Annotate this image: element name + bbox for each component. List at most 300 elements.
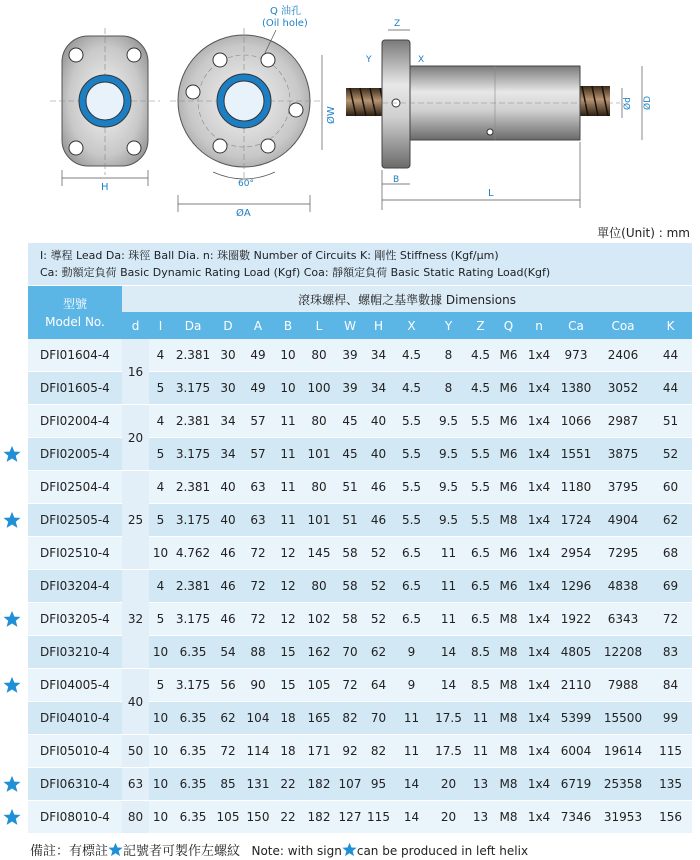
cell-l: 80 bbox=[302, 339, 336, 372]
table-row bbox=[28, 339, 692, 372]
note-en-suffix: can be produced in left helix bbox=[356, 844, 529, 858]
cell-q: M8 bbox=[494, 603, 523, 636]
cell-coa: 2987 bbox=[597, 405, 649, 438]
column-header-h: H bbox=[364, 312, 393, 339]
model-cell: DFI05010-4 bbox=[28, 735, 122, 768]
column-header-y: Y bbox=[430, 312, 467, 339]
cell-d: 62 bbox=[214, 702, 242, 735]
cell-n: 1x4 bbox=[523, 702, 555, 735]
cell-n: 1x4 bbox=[523, 735, 555, 768]
cell-i: 5 bbox=[149, 603, 172, 636]
cell-i: 5 bbox=[149, 372, 172, 405]
spec-table-body bbox=[28, 339, 692, 834]
cell-i: 4 bbox=[149, 570, 172, 603]
cell-q: M6 bbox=[494, 537, 523, 570]
d-cell: 16 bbox=[122, 339, 149, 405]
ball-nut-side-view bbox=[346, 19, 653, 210]
cell-x: 5.5 bbox=[393, 504, 430, 537]
cell-ca: 6004 bbox=[555, 735, 597, 768]
left-helix-star-icon bbox=[3, 511, 21, 529]
d-cell: 80 bbox=[122, 801, 149, 834]
dim-60-label: 60° bbox=[238, 179, 254, 189]
cell-i: 4 bbox=[149, 471, 172, 504]
column-header-l: L bbox=[302, 312, 336, 339]
cell-x: 14 bbox=[393, 801, 430, 834]
cell-n: 1x4 bbox=[523, 339, 555, 372]
cell-z: 8.5 bbox=[467, 636, 494, 669]
note-cn-suffix: 記號者可製作左螺紋 bbox=[123, 844, 241, 859]
column-header-a: A bbox=[242, 312, 274, 339]
note-cn-prefix: 備註：有標註 bbox=[30, 844, 109, 859]
cell-k: 84 bbox=[649, 669, 692, 702]
model-cell: DFI08010-4 bbox=[28, 801, 122, 834]
cell-x: 11 bbox=[393, 735, 430, 768]
cell-h: 40 bbox=[364, 438, 393, 471]
model-cell: DFI01604-4 bbox=[28, 339, 122, 372]
cell-ca: 1380 bbox=[555, 372, 597, 405]
column-header-k: K bbox=[649, 312, 692, 339]
cell-q: M6 bbox=[494, 405, 523, 438]
column-header-coa: Coa bbox=[597, 312, 649, 339]
cell-d: 46 bbox=[214, 570, 242, 603]
cell-z: 13 bbox=[467, 768, 494, 801]
cell-k: 68 bbox=[649, 537, 692, 570]
cell-y: 8 bbox=[430, 339, 467, 372]
model-cell: DFI02504-4 bbox=[28, 471, 122, 504]
dim-x-label: X bbox=[418, 55, 425, 65]
cell-w: 39 bbox=[336, 339, 364, 372]
model-cell: DFI02004-4 bbox=[28, 405, 122, 438]
cell-a: 131 bbox=[242, 768, 274, 801]
cell-y: 14 bbox=[430, 636, 467, 669]
cell-a: 150 bbox=[242, 801, 274, 834]
cell-ca: 7346 bbox=[555, 801, 597, 834]
cell-h: 52 bbox=[364, 537, 393, 570]
d-cell: 25 bbox=[122, 471, 149, 570]
cell-ca: 4805 bbox=[555, 636, 597, 669]
cell-w: 107 bbox=[336, 768, 364, 801]
cell-x: 6.5 bbox=[393, 537, 430, 570]
cell-k: 135 bbox=[649, 768, 692, 801]
cell-l: 105 bbox=[302, 669, 336, 702]
cell-x: 9 bbox=[393, 669, 430, 702]
cell-w: 51 bbox=[336, 504, 364, 537]
cell-coa: 4904 bbox=[597, 504, 649, 537]
cell-a: 57 bbox=[242, 405, 274, 438]
cell-y: 11 bbox=[430, 603, 467, 636]
cell-h: 52 bbox=[364, 603, 393, 636]
cell-h: 62 bbox=[364, 636, 393, 669]
cell-z: 5.5 bbox=[467, 504, 494, 537]
d-cell: 50 bbox=[122, 735, 149, 768]
column-header-b: B bbox=[274, 312, 302, 339]
cell-x: 5.5 bbox=[393, 405, 430, 438]
cell-l: 80 bbox=[302, 405, 336, 438]
star-icon bbox=[108, 842, 123, 857]
cell-l: 182 bbox=[302, 768, 336, 801]
cell-b: 10 bbox=[274, 339, 302, 372]
dim-z-label: Z bbox=[394, 19, 401, 29]
legend-line-2: Ca: 動額定負荷 Basic Dynamic Rating Load (Kgf) Coa: 靜額定負荷 Basic Static Rating Load(Kgf) bbox=[40, 266, 551, 279]
cell-n: 1x4 bbox=[523, 603, 555, 636]
cell-h: 34 bbox=[364, 339, 393, 372]
legend-box bbox=[28, 243, 692, 285]
star-icon bbox=[342, 842, 357, 857]
cell-ca: 2110 bbox=[555, 669, 597, 702]
cell-z: 5.5 bbox=[467, 405, 494, 438]
dim-D-label: ØD bbox=[643, 95, 653, 110]
column-header-row bbox=[28, 312, 692, 339]
left-helix-star-icon bbox=[3, 775, 21, 793]
cell-q: M8 bbox=[494, 768, 523, 801]
table-row bbox=[28, 405, 692, 438]
cell-a: 72 bbox=[242, 570, 274, 603]
dim-h-label: H bbox=[101, 182, 109, 193]
cell-k: 156 bbox=[649, 801, 692, 834]
cell-y: 20 bbox=[430, 768, 467, 801]
cell-k: 52 bbox=[649, 438, 692, 471]
cell-i: 10 bbox=[149, 801, 172, 834]
table-row bbox=[28, 471, 692, 504]
cell-x: 6.5 bbox=[393, 570, 430, 603]
model-header bbox=[28, 286, 122, 339]
cell-da: 6.35 bbox=[172, 702, 214, 735]
cell-coa: 3795 bbox=[597, 471, 649, 504]
cell-y: 17.5 bbox=[430, 735, 467, 768]
cell-y: 11 bbox=[430, 537, 467, 570]
cell-b: 12 bbox=[274, 570, 302, 603]
cell-h: 40 bbox=[364, 405, 393, 438]
column-header-w: W bbox=[336, 312, 364, 339]
cell-w: 127 bbox=[336, 801, 364, 834]
cell-ca: 2954 bbox=[555, 537, 597, 570]
footnote bbox=[30, 840, 528, 859]
cell-l: 80 bbox=[302, 471, 336, 504]
cell-k: 62 bbox=[649, 504, 692, 537]
cell-ca: 5399 bbox=[555, 702, 597, 735]
cell-a: 63 bbox=[242, 504, 274, 537]
left-helix-star-icon bbox=[3, 445, 21, 463]
cell-h: 70 bbox=[364, 702, 393, 735]
legend-line-1: I: 導程 Lead Da: 珠徑 Ball Dia. n: 珠圈數 Number of Circuits K: 剛性 Stiffness (Kgf/μm) bbox=[40, 249, 499, 262]
cell-z: 4.5 bbox=[467, 339, 494, 372]
cell-h: 115 bbox=[364, 801, 393, 834]
cell-da: 6.35 bbox=[172, 801, 214, 834]
cell-q: M8 bbox=[494, 801, 523, 834]
cell-q: M6 bbox=[494, 339, 523, 372]
cell-a: 49 bbox=[242, 339, 274, 372]
cell-w: 45 bbox=[336, 438, 364, 471]
cell-ca: 1180 bbox=[555, 471, 597, 504]
cell-k: 44 bbox=[649, 372, 692, 405]
model-header-en: Model No. bbox=[45, 314, 105, 329]
cell-da: 6.35 bbox=[172, 735, 214, 768]
cell-d: 54 bbox=[214, 636, 242, 669]
cell-y: 20 bbox=[430, 801, 467, 834]
cell-coa: 7988 bbox=[597, 669, 649, 702]
column-header-i: I bbox=[149, 312, 172, 339]
column-header-d: d bbox=[122, 312, 149, 339]
cell-da: 2.381 bbox=[172, 471, 214, 504]
cell-z: 8.5 bbox=[467, 669, 494, 702]
cell-coa: 31953 bbox=[597, 801, 649, 834]
cell-b: 12 bbox=[274, 537, 302, 570]
dim-b-label: B bbox=[393, 175, 400, 185]
cell-w: 45 bbox=[336, 405, 364, 438]
cell-q: M8 bbox=[494, 669, 523, 702]
cell-x: 6.5 bbox=[393, 603, 430, 636]
cell-z: 5.5 bbox=[467, 471, 494, 504]
cell-n: 1x4 bbox=[523, 801, 555, 834]
cell-da: 6.35 bbox=[172, 768, 214, 801]
cell-q: M8 bbox=[494, 504, 523, 537]
cell-w: 51 bbox=[336, 471, 364, 504]
dim-l-label: L bbox=[488, 188, 494, 199]
cell-i: 4 bbox=[149, 405, 172, 438]
cell-q: M8 bbox=[494, 636, 523, 669]
cell-w: 92 bbox=[336, 735, 364, 768]
dim-w-label: ØW bbox=[326, 106, 337, 124]
cell-ca: 973 bbox=[555, 339, 597, 372]
cell-i: 10 bbox=[149, 735, 172, 768]
cell-n: 1x4 bbox=[523, 669, 555, 702]
table-row bbox=[28, 735, 692, 768]
cell-x: 14 bbox=[393, 768, 430, 801]
cell-h: 82 bbox=[364, 735, 393, 768]
cell-i: 10 bbox=[149, 636, 172, 669]
cell-n: 1x4 bbox=[523, 504, 555, 537]
cell-d: 30 bbox=[214, 372, 242, 405]
cell-d: 34 bbox=[214, 438, 242, 471]
cell-x: 11 bbox=[393, 702, 430, 735]
flange-front-view-trimmed bbox=[50, 28, 160, 193]
cell-x: 5.5 bbox=[393, 471, 430, 504]
model-cell: DFI02510-4 bbox=[28, 537, 122, 570]
cell-da: 3.175 bbox=[172, 504, 214, 537]
cell-da: 2.381 bbox=[172, 405, 214, 438]
cell-b: 18 bbox=[274, 735, 302, 768]
cell-ca: 1551 bbox=[555, 438, 597, 471]
cell-h: 95 bbox=[364, 768, 393, 801]
cell-z: 5.5 bbox=[467, 438, 494, 471]
cell-coa: 12208 bbox=[597, 636, 649, 669]
cell-ca: 1724 bbox=[555, 504, 597, 537]
table-row bbox=[28, 801, 692, 834]
cell-a: 114 bbox=[242, 735, 274, 768]
cell-l: 162 bbox=[302, 636, 336, 669]
cell-b: 11 bbox=[274, 471, 302, 504]
oil-hole-label-en: (Oil hole) bbox=[262, 18, 308, 29]
cell-ca: 6719 bbox=[555, 768, 597, 801]
cell-coa: 15500 bbox=[597, 702, 649, 735]
model-cell: DFI02505-4 bbox=[28, 504, 122, 537]
cell-w: 82 bbox=[336, 702, 364, 735]
column-header-z: Z bbox=[467, 312, 494, 339]
cell-n: 1x4 bbox=[523, 405, 555, 438]
cell-l: 101 bbox=[302, 438, 336, 471]
dim-d-label: Ød bbox=[623, 97, 633, 110]
cell-h: 46 bbox=[364, 504, 393, 537]
cell-z: 11 bbox=[467, 735, 494, 768]
cell-l: 171 bbox=[302, 735, 336, 768]
cell-x: 9 bbox=[393, 636, 430, 669]
d-cell: 20 bbox=[122, 405, 149, 471]
cell-y: 9.5 bbox=[430, 471, 467, 504]
cell-a: 49 bbox=[242, 372, 274, 405]
cell-l: 100 bbox=[302, 372, 336, 405]
cell-z: 11 bbox=[467, 702, 494, 735]
cell-b: 22 bbox=[274, 768, 302, 801]
cell-d: 72 bbox=[214, 735, 242, 768]
cell-b: 11 bbox=[274, 504, 302, 537]
cell-ca: 1066 bbox=[555, 405, 597, 438]
cell-l: 182 bbox=[302, 801, 336, 834]
cell-a: 104 bbox=[242, 702, 274, 735]
cell-da: 3.175 bbox=[172, 603, 214, 636]
cell-a: 72 bbox=[242, 603, 274, 636]
cell-z: 6.5 bbox=[467, 603, 494, 636]
cell-b: 22 bbox=[274, 801, 302, 834]
column-header-q: Q bbox=[494, 312, 523, 339]
cell-coa: 4838 bbox=[597, 570, 649, 603]
cell-y: 9.5 bbox=[430, 438, 467, 471]
cell-h: 34 bbox=[364, 372, 393, 405]
cell-w: 39 bbox=[336, 372, 364, 405]
cell-k: 83 bbox=[649, 636, 692, 669]
cell-d: 46 bbox=[214, 537, 242, 570]
cell-k: 69 bbox=[649, 570, 692, 603]
cell-ca: 1922 bbox=[555, 603, 597, 636]
cell-n: 1x4 bbox=[523, 636, 555, 669]
cell-q: M6 bbox=[494, 570, 523, 603]
technical-drawing bbox=[0, 0, 700, 222]
cell-i: 10 bbox=[149, 768, 172, 801]
oil-hole-label: Q 油孔 bbox=[270, 6, 302, 17]
d-cell: 40 bbox=[122, 669, 149, 735]
model-cell: DFI03210-4 bbox=[28, 636, 122, 669]
cell-w: 70 bbox=[336, 636, 364, 669]
unit-label: 單位(Unit) : mm bbox=[597, 226, 690, 240]
table-row bbox=[28, 669, 692, 702]
cell-y: 9.5 bbox=[430, 504, 467, 537]
model-header-cn: 型號 bbox=[62, 296, 87, 311]
left-helix-star-icon bbox=[3, 610, 21, 628]
cell-q: M6 bbox=[494, 372, 523, 405]
dim-y-label: Y bbox=[366, 55, 372, 65]
cell-w: 58 bbox=[336, 537, 364, 570]
table-row bbox=[28, 570, 692, 603]
cell-l: 165 bbox=[302, 702, 336, 735]
cell-k: 51 bbox=[649, 405, 692, 438]
cell-a: 88 bbox=[242, 636, 274, 669]
column-header-ca: Ca bbox=[555, 312, 597, 339]
cell-n: 1x4 bbox=[523, 570, 555, 603]
cell-q: M8 bbox=[494, 702, 523, 735]
cell-i: 5 bbox=[149, 669, 172, 702]
cell-y: 9.5 bbox=[430, 405, 467, 438]
note-en-prefix: Note: with sign bbox=[251, 844, 342, 858]
cell-z: 6.5 bbox=[467, 570, 494, 603]
cell-da: 2.381 bbox=[172, 570, 214, 603]
cell-d: 40 bbox=[214, 471, 242, 504]
model-cell: DFI04005-4 bbox=[28, 669, 122, 702]
model-cell: DFI06310-4 bbox=[28, 768, 122, 801]
cell-w: 72 bbox=[336, 669, 364, 702]
cell-n: 1x4 bbox=[523, 537, 555, 570]
cell-b: 11 bbox=[274, 405, 302, 438]
cell-l: 80 bbox=[302, 570, 336, 603]
column-header-da: Da bbox=[172, 312, 214, 339]
cell-k: 99 bbox=[649, 702, 692, 735]
cell-ca: 1296 bbox=[555, 570, 597, 603]
cell-w: 58 bbox=[336, 570, 364, 603]
cell-b: 15 bbox=[274, 669, 302, 702]
cell-z: 4.5 bbox=[467, 372, 494, 405]
flange-front-view-round bbox=[170, 4, 337, 219]
column-header-n: n bbox=[523, 312, 555, 339]
cell-l: 102 bbox=[302, 603, 336, 636]
cell-a: 57 bbox=[242, 438, 274, 471]
d-cell: 63 bbox=[122, 768, 149, 801]
cell-coa: 19614 bbox=[597, 735, 649, 768]
cell-a: 90 bbox=[242, 669, 274, 702]
cell-coa: 7295 bbox=[597, 537, 649, 570]
cell-q: M6 bbox=[494, 438, 523, 471]
cell-x: 5.5 bbox=[393, 438, 430, 471]
cell-a: 63 bbox=[242, 471, 274, 504]
cell-n: 1x4 bbox=[523, 471, 555, 504]
cell-coa: 25358 bbox=[597, 768, 649, 801]
dimensions-header: 滾珠螺桿、螺帽之基準數據 Dimensions bbox=[122, 286, 692, 312]
cell-y: 11 bbox=[430, 570, 467, 603]
cell-n: 1x4 bbox=[523, 438, 555, 471]
cell-y: 17.5 bbox=[430, 702, 467, 735]
cell-da: 4.762 bbox=[172, 537, 214, 570]
cell-i: 4 bbox=[149, 339, 172, 372]
cell-d: 105 bbox=[214, 801, 242, 834]
model-cell: DFI01605-4 bbox=[28, 372, 122, 405]
cell-d: 30 bbox=[214, 339, 242, 372]
cell-h: 64 bbox=[364, 669, 393, 702]
cell-x: 4.5 bbox=[393, 372, 430, 405]
cell-i: 10 bbox=[149, 702, 172, 735]
cell-a: 72 bbox=[242, 537, 274, 570]
model-cell: DFI03204-4 bbox=[28, 570, 122, 603]
cell-w: 58 bbox=[336, 603, 364, 636]
cell-d: 46 bbox=[214, 603, 242, 636]
left-helix-star-icon bbox=[3, 808, 21, 826]
model-cell: DFI02005-4 bbox=[28, 438, 122, 471]
table-row bbox=[28, 768, 692, 801]
left-helix-star-icon bbox=[3, 676, 21, 694]
cell-b: 18 bbox=[274, 702, 302, 735]
cell-i: 5 bbox=[149, 438, 172, 471]
cell-y: 8 bbox=[430, 372, 467, 405]
d-cell: 32 bbox=[122, 570, 149, 669]
cell-da: 2.381 bbox=[172, 339, 214, 372]
cell-b: 15 bbox=[274, 636, 302, 669]
cell-d: 40 bbox=[214, 504, 242, 537]
cell-z: 13 bbox=[467, 801, 494, 834]
cell-z: 6.5 bbox=[467, 537, 494, 570]
cell-coa: 6343 bbox=[597, 603, 649, 636]
model-cell: DFI04010-4 bbox=[28, 702, 122, 735]
cell-da: 3.175 bbox=[172, 438, 214, 471]
cell-n: 1x4 bbox=[523, 372, 555, 405]
cell-h: 52 bbox=[364, 570, 393, 603]
cell-da: 6.35 bbox=[172, 636, 214, 669]
cell-b: 10 bbox=[274, 372, 302, 405]
